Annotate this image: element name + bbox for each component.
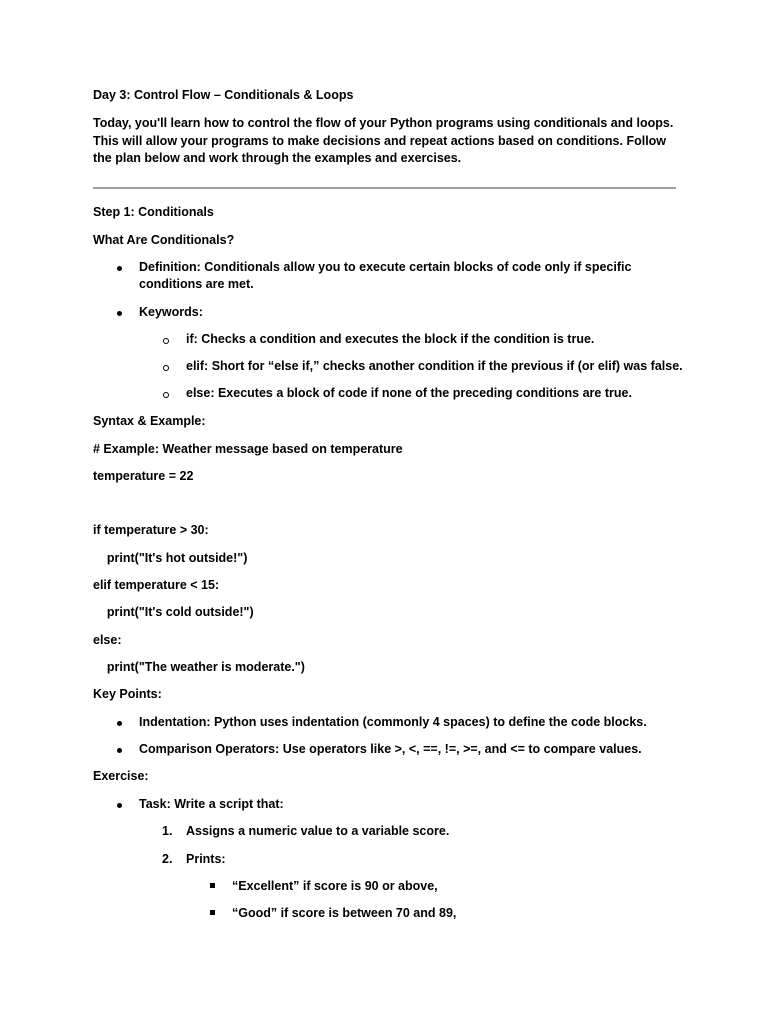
document-title: Day 3: Control Flow – Conditionals & Loops (93, 88, 354, 102)
numbered-item: Assigns a numeric value to a variable score. (186, 824, 450, 838)
prints-item: “Good” if score is between 70 and 89, (232, 906, 457, 920)
keyword-else: else: Executes a block of code if none of the preceding conditions are true. (186, 386, 632, 400)
keywords-label: Keywords: (139, 305, 203, 319)
keypoint-item: Indentation: Python uses indentation (commonly 4 spaces) to define the code blocks. (139, 715, 647, 729)
code-line: print("The weather is moderate.") (93, 660, 305, 674)
definition-line-1: Definition: Conditionals allow you to execute certain blocks of code only if specific (139, 260, 632, 274)
bullet-dot (117, 748, 122, 753)
code-line: elif temperature < 15: (93, 578, 220, 592)
intro-paragraph: Today, you'll learn how to control the flow of your Python programs using conditionals and loops. This will allow your programs to make decisions and repeat actions based on conditions. Follow the plan below and work through the examples and exercises. (93, 116, 674, 165)
prints-item: “Excellent” if score is 90 or above, (232, 879, 438, 893)
bullet-dot (117, 266, 122, 271)
task-text: Task: Write a script that: (139, 797, 284, 811)
sub-bullet-circle (163, 338, 169, 344)
definition-line-2: conditions are met. (139, 277, 254, 291)
code-line: if temperature > 30: (93, 523, 209, 537)
square-bullet (210, 910, 215, 915)
bullet-dot (117, 311, 122, 316)
what-heading: What Are Conditionals? (93, 233, 235, 247)
bullet-dot (117, 721, 122, 726)
keyword-elif: elif: Short for “else if,” checks another condition if the previous if (or elif) was false. (186, 359, 683, 373)
numbered-item: Prints: (186, 852, 226, 866)
step1-heading: Step 1: Conditionals (93, 205, 214, 219)
code-line: temperature = 22 (93, 469, 194, 483)
sub-bullet-circle (163, 365, 169, 371)
numbered-marker: 1. (162, 824, 173, 838)
keypoints-heading: Key Points: (93, 687, 162, 701)
keyword-if: if: Checks a condition and executes the block if the condition is true. (186, 332, 595, 346)
code-line: print("It's hot outside!") (93, 551, 248, 565)
code-line: print("It's cold outside!") (93, 605, 254, 619)
code-line: else: (93, 633, 122, 647)
bullet-dot (117, 803, 122, 808)
exercise-heading: Exercise: (93, 769, 149, 783)
keypoint-item: Comparison Operators: Use operators like >, <, ==, !=, >=, and <= to compare values. (139, 742, 642, 756)
numbered-marker: 2. (162, 852, 173, 866)
sub-bullet-circle (163, 392, 169, 398)
horizontal-rule (93, 187, 676, 189)
syntax-heading: Syntax & Example: (93, 414, 206, 428)
square-bullet (210, 883, 215, 888)
code-line: # Example: Weather message based on temperature (93, 442, 403, 456)
